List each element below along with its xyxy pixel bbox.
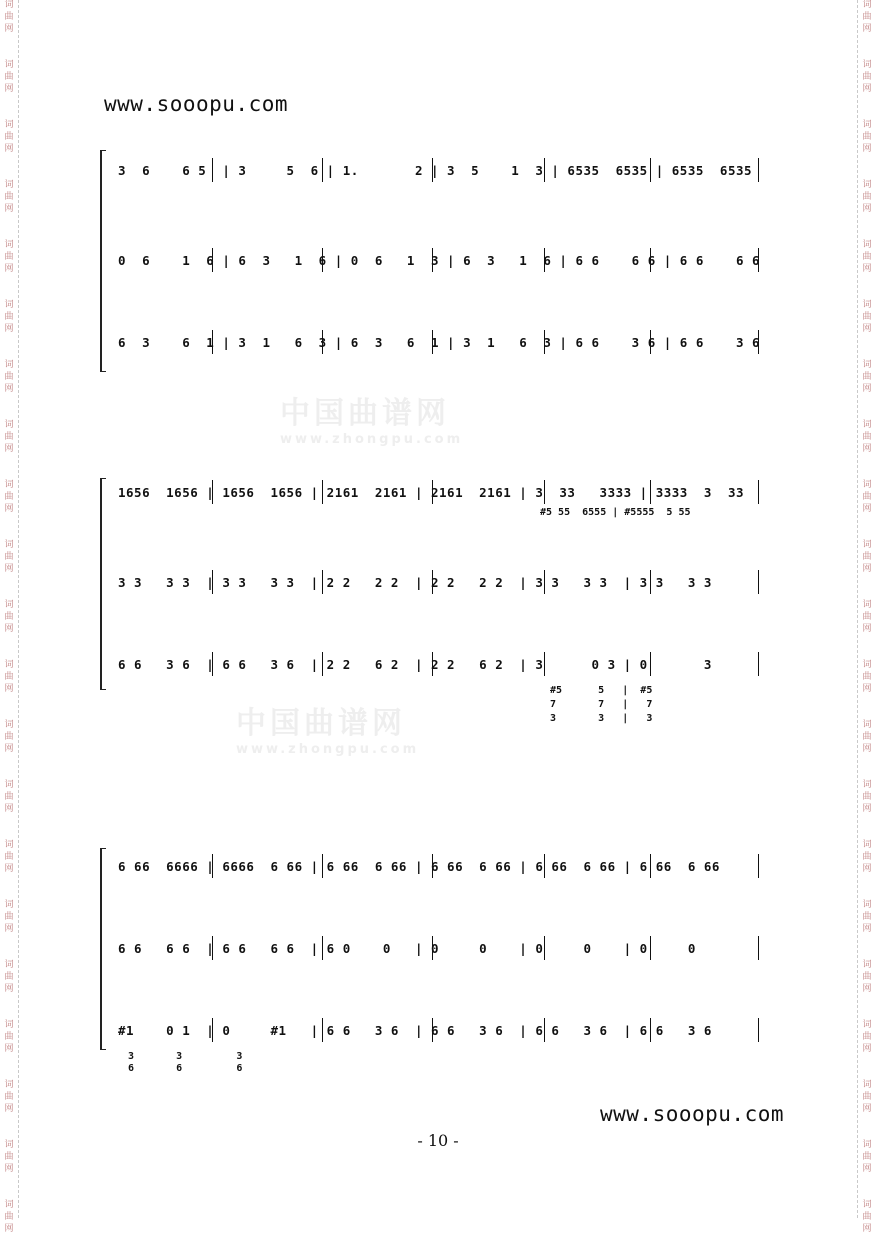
side-watermark-glyph: 网 bbox=[862, 744, 872, 754]
side-watermark-glyph: 词 bbox=[862, 1200, 872, 1210]
side-watermark-glyph: 曲 bbox=[4, 1152, 14, 1162]
chord-stack-notes: #5 5 | #5 bbox=[550, 685, 653, 696]
side-watermark-glyph: 曲 bbox=[862, 972, 872, 982]
score-system-2 bbox=[100, 468, 770, 758]
side-watermark-glyph: 曲 bbox=[862, 1152, 872, 1162]
staff-line bbox=[110, 478, 770, 506]
side-watermark-glyph: 曲 bbox=[862, 252, 872, 262]
side-watermark-glyph: 网 bbox=[4, 564, 14, 574]
side-watermark-glyph: 曲 bbox=[862, 432, 872, 442]
side-watermark-glyph: 词 bbox=[862, 120, 872, 130]
side-watermark-glyph: 词 bbox=[862, 1140, 872, 1150]
side-watermark-glyph: 网 bbox=[862, 1044, 872, 1054]
side-watermark-glyph: 曲 bbox=[4, 792, 14, 802]
side-watermark-glyph: 曲 bbox=[862, 12, 872, 22]
lower-voice-notes: #5 55 6555 | #5555 5 55 bbox=[540, 507, 691, 518]
side-watermark-glyph: 网 bbox=[4, 24, 14, 34]
staff-line bbox=[110, 650, 770, 678]
staff-line bbox=[110, 1016, 770, 1044]
right-margin-strip bbox=[857, 0, 876, 1234]
notation-line: 1656 1656 | 1656 1656 | 2161 2161 | 2161 2161 | 3 33 3333 | 3333 3 33 bbox=[118, 484, 744, 500]
side-watermark-glyph: 词 bbox=[862, 420, 872, 430]
side-watermark-glyph: 词 bbox=[862, 720, 872, 730]
side-watermark-glyph: 词 bbox=[4, 1140, 14, 1150]
chord-stack-notes: 7 7 | 7 bbox=[550, 699, 653, 710]
side-watermark-glyph: 词 bbox=[4, 60, 14, 70]
side-watermark-glyph: 词 bbox=[4, 1080, 14, 1090]
side-watermark-glyph: 网 bbox=[4, 444, 14, 454]
staff-line bbox=[110, 246, 770, 274]
side-watermark-glyph: 网 bbox=[862, 84, 872, 94]
side-watermark-glyph: 网 bbox=[4, 384, 14, 394]
left-margin-strip bbox=[0, 0, 19, 1234]
watermark bbox=[280, 388, 463, 447]
side-watermark-glyph: 网 bbox=[4, 804, 14, 814]
side-watermark-glyph: 词 bbox=[4, 360, 14, 370]
side-watermark-glyph: 网 bbox=[862, 684, 872, 694]
side-watermark-glyph: 曲 bbox=[862, 672, 872, 682]
side-watermark-glyph: 曲 bbox=[862, 132, 872, 142]
side-watermark-glyph: 词 bbox=[862, 1080, 872, 1090]
notation-line: 6 6 6 6 | 6 6 6 6 | 6 0 0 | 0 0 | 0 0 | 0 0 bbox=[118, 940, 696, 956]
header-site-url: www.sooopu.com bbox=[104, 92, 289, 116]
system-brace bbox=[100, 478, 106, 690]
side-watermark-glyph: 网 bbox=[4, 744, 14, 754]
side-watermark-glyph: 曲 bbox=[862, 372, 872, 382]
side-watermark-glyph: 曲 bbox=[862, 552, 872, 562]
side-watermark-glyph: 词 bbox=[862, 0, 872, 10]
side-watermark-glyph: 网 bbox=[4, 504, 14, 514]
side-watermark-glyph: 曲 bbox=[4, 132, 14, 142]
notation-line: 6 3 6 1 | 3 1 6 3 | 6 3 6 1 | 3 1 6 3 | 6 6 3 6 | 6 6 3 6 bbox=[118, 334, 761, 350]
side-watermark-glyph: 词 bbox=[4, 420, 14, 430]
side-watermark-glyph: 曲 bbox=[862, 312, 872, 322]
side-watermark-glyph: 词 bbox=[4, 600, 14, 610]
side-watermark-glyph: 曲 bbox=[862, 1092, 872, 1102]
side-watermark-glyph: 词 bbox=[4, 1200, 14, 1210]
side-watermark-glyph: 词 bbox=[4, 180, 14, 190]
side-watermark-glyph: 词 bbox=[4, 120, 14, 130]
side-watermark-glyph: 词 bbox=[862, 600, 872, 610]
side-watermark-glyph: 网 bbox=[862, 144, 872, 154]
side-watermark-glyph: 曲 bbox=[4, 492, 14, 502]
side-watermark-glyph: 网 bbox=[862, 1224, 872, 1234]
side-watermark-glyph: 曲 bbox=[4, 1212, 14, 1222]
side-watermark-glyph: 曲 bbox=[4, 192, 14, 202]
side-watermark-glyph: 网 bbox=[4, 624, 14, 634]
watermark-text: 中国曲谱网 bbox=[280, 396, 450, 431]
side-watermark-glyph: 词 bbox=[4, 720, 14, 730]
side-watermark-glyph: 词 bbox=[862, 540, 872, 550]
side-watermark-glyph: 曲 bbox=[4, 312, 14, 322]
side-watermark-glyph: 网 bbox=[4, 984, 14, 994]
side-watermark-glyph: 网 bbox=[862, 924, 872, 934]
side-watermark-glyph: 词 bbox=[862, 360, 872, 370]
chord-stack-notes: 3 3 | 3 bbox=[550, 713, 653, 724]
side-watermark-glyph: 词 bbox=[862, 840, 872, 850]
side-watermark-glyph: 词 bbox=[4, 900, 14, 910]
side-watermark-glyph: 网 bbox=[4, 324, 14, 334]
side-watermark-glyph: 网 bbox=[862, 204, 872, 214]
side-watermark-glyph: 词 bbox=[862, 60, 872, 70]
side-watermark-glyph: 词 bbox=[862, 960, 872, 970]
system-brace bbox=[100, 848, 106, 1050]
side-watermark-glyph: 曲 bbox=[862, 912, 872, 922]
staff-line bbox=[110, 156, 770, 184]
notation-line: 3 3 3 3 | 3 3 3 3 | 2 2 2 2 | 2 2 2 2 | 3 3 3 3 | 3 3 3 3 bbox=[118, 574, 712, 590]
side-watermark-glyph: 曲 bbox=[862, 492, 872, 502]
side-watermark-glyph: 网 bbox=[4, 264, 14, 274]
side-watermark-glyph: 网 bbox=[862, 984, 872, 994]
side-watermark-glyph: 网 bbox=[862, 24, 872, 34]
side-watermark-glyph: 词 bbox=[862, 300, 872, 310]
staff-line bbox=[110, 328, 770, 356]
side-watermark-glyph: 曲 bbox=[4, 72, 14, 82]
side-watermark-glyph: 网 bbox=[4, 144, 14, 154]
side-watermark-glyph: 词 bbox=[4, 660, 14, 670]
watermark-subtext: www.zhongpu.com bbox=[280, 432, 464, 447]
side-watermark-glyph: 网 bbox=[4, 1224, 14, 1234]
side-watermark-glyph: 曲 bbox=[862, 612, 872, 622]
side-watermark-glyph: 曲 bbox=[862, 852, 872, 862]
staff-line bbox=[110, 568, 770, 596]
side-watermark-glyph: 词 bbox=[4, 480, 14, 490]
side-watermark-glyph: 词 bbox=[862, 240, 872, 250]
notation-line: 6 6 3 6 | 6 6 3 6 | 2 2 6 2 | 2 2 6 2 | 3 0 3 | 0 3 bbox=[118, 656, 712, 672]
side-watermark-glyph: 网 bbox=[862, 804, 872, 814]
side-watermark-glyph: 网 bbox=[862, 624, 872, 634]
side-watermark-glyph: 网 bbox=[4, 1044, 14, 1054]
system-brace bbox=[100, 150, 106, 372]
side-watermark-glyph: 词 bbox=[4, 1020, 14, 1030]
side-watermark-glyph: 曲 bbox=[4, 1092, 14, 1102]
side-watermark-glyph: 词 bbox=[862, 660, 872, 670]
side-watermark-glyph: 曲 bbox=[4, 912, 14, 922]
side-watermark-glyph: 网 bbox=[862, 384, 872, 394]
watermark-text: 中国曲谱网 bbox=[236, 706, 406, 741]
side-watermark-glyph: 曲 bbox=[862, 192, 872, 202]
side-watermark-glyph: 词 bbox=[4, 240, 14, 250]
side-watermark-glyph: 网 bbox=[862, 864, 872, 874]
side-watermark-glyph: 词 bbox=[4, 300, 14, 310]
page-number: - 10 - bbox=[417, 1131, 459, 1150]
score-system-1 bbox=[100, 140, 770, 380]
footer-site-url: www.sooopu.com bbox=[600, 1102, 785, 1126]
side-watermark-glyph: 词 bbox=[862, 900, 872, 910]
watermark-subtext: www.zhongpu.com bbox=[236, 742, 420, 757]
side-watermark-glyph: 词 bbox=[4, 0, 14, 10]
side-watermark-glyph: 词 bbox=[4, 960, 14, 970]
side-watermark-glyph: 词 bbox=[4, 540, 14, 550]
side-watermark-glyph: 网 bbox=[4, 1164, 14, 1174]
side-watermark-glyph: 曲 bbox=[4, 672, 14, 682]
side-watermark-glyph: 曲 bbox=[4, 732, 14, 742]
notation-line: 0 6 1 6 | 6 3 1 6 | 0 6 1 3 | 6 3 1 6 | 6 6 6 6 | 6 6 6 6 bbox=[118, 252, 761, 268]
side-watermark-glyph: 网 bbox=[4, 864, 14, 874]
side-watermark-glyph: 曲 bbox=[862, 1032, 872, 1042]
side-watermark-glyph: 曲 bbox=[4, 432, 14, 442]
side-watermark-glyph: 曲 bbox=[862, 792, 872, 802]
notation-line: 6 66 6666 | 6666 6 66 | 6 66 6 66 | 6 66 6 66 | 6 66 6 66 | 6 66 6 66 bbox=[118, 858, 720, 874]
side-watermark-glyph: 曲 bbox=[4, 972, 14, 982]
chord-stack-notes: 3 3 3 bbox=[128, 1051, 243, 1062]
side-watermark-glyph: 曲 bbox=[4, 852, 14, 862]
side-watermark-glyph: 词 bbox=[4, 840, 14, 850]
notation-line: 3 6 6 5 | 3 5 6 | 1. 2 | 3 5 1 3 | 6535 6535 | 6535 6535 bbox=[118, 162, 753, 178]
side-watermark-glyph: 词 bbox=[862, 480, 872, 490]
side-watermark-glyph: 曲 bbox=[4, 12, 14, 22]
side-watermark-glyph: 网 bbox=[862, 504, 872, 514]
side-watermark-glyph: 网 bbox=[4, 84, 14, 94]
side-watermark-glyph: 网 bbox=[862, 264, 872, 274]
side-watermark-glyph: 网 bbox=[4, 1104, 14, 1114]
side-watermark-glyph: 词 bbox=[4, 780, 14, 790]
side-watermark-glyph: 网 bbox=[862, 444, 872, 454]
side-watermark-glyph: 曲 bbox=[4, 612, 14, 622]
side-watermark-glyph: 曲 bbox=[862, 1212, 872, 1222]
staff-line bbox=[110, 852, 770, 880]
side-watermark-glyph: 网 bbox=[862, 1104, 872, 1114]
side-watermark-glyph: 网 bbox=[862, 324, 872, 334]
side-watermark-glyph: 曲 bbox=[4, 1032, 14, 1042]
side-watermark-glyph: 网 bbox=[4, 684, 14, 694]
side-watermark-glyph: 词 bbox=[862, 780, 872, 790]
side-watermark-glyph: 网 bbox=[4, 924, 14, 934]
side-watermark-glyph: 网 bbox=[4, 204, 14, 214]
side-watermark-glyph: 网 bbox=[862, 1164, 872, 1174]
side-watermark-glyph: 曲 bbox=[862, 732, 872, 742]
notation-line: #1 0 1 | 0 #1 | 6 6 3 6 | 6 6 3 6 | 6 6 3 6 | 6 6 3 6 bbox=[118, 1022, 712, 1038]
side-watermark-glyph: 曲 bbox=[862, 72, 872, 82]
score-system-3 bbox=[100, 842, 770, 1082]
side-watermark-glyph: 曲 bbox=[4, 252, 14, 262]
staff-line bbox=[110, 934, 770, 962]
side-watermark-glyph: 曲 bbox=[4, 552, 14, 562]
side-watermark-glyph: 词 bbox=[862, 1020, 872, 1030]
side-watermark-glyph: 网 bbox=[862, 564, 872, 574]
side-watermark-glyph: 曲 bbox=[4, 372, 14, 382]
chord-stack-notes: 6 6 6 bbox=[128, 1063, 243, 1074]
side-watermark-glyph: 词 bbox=[862, 180, 872, 190]
